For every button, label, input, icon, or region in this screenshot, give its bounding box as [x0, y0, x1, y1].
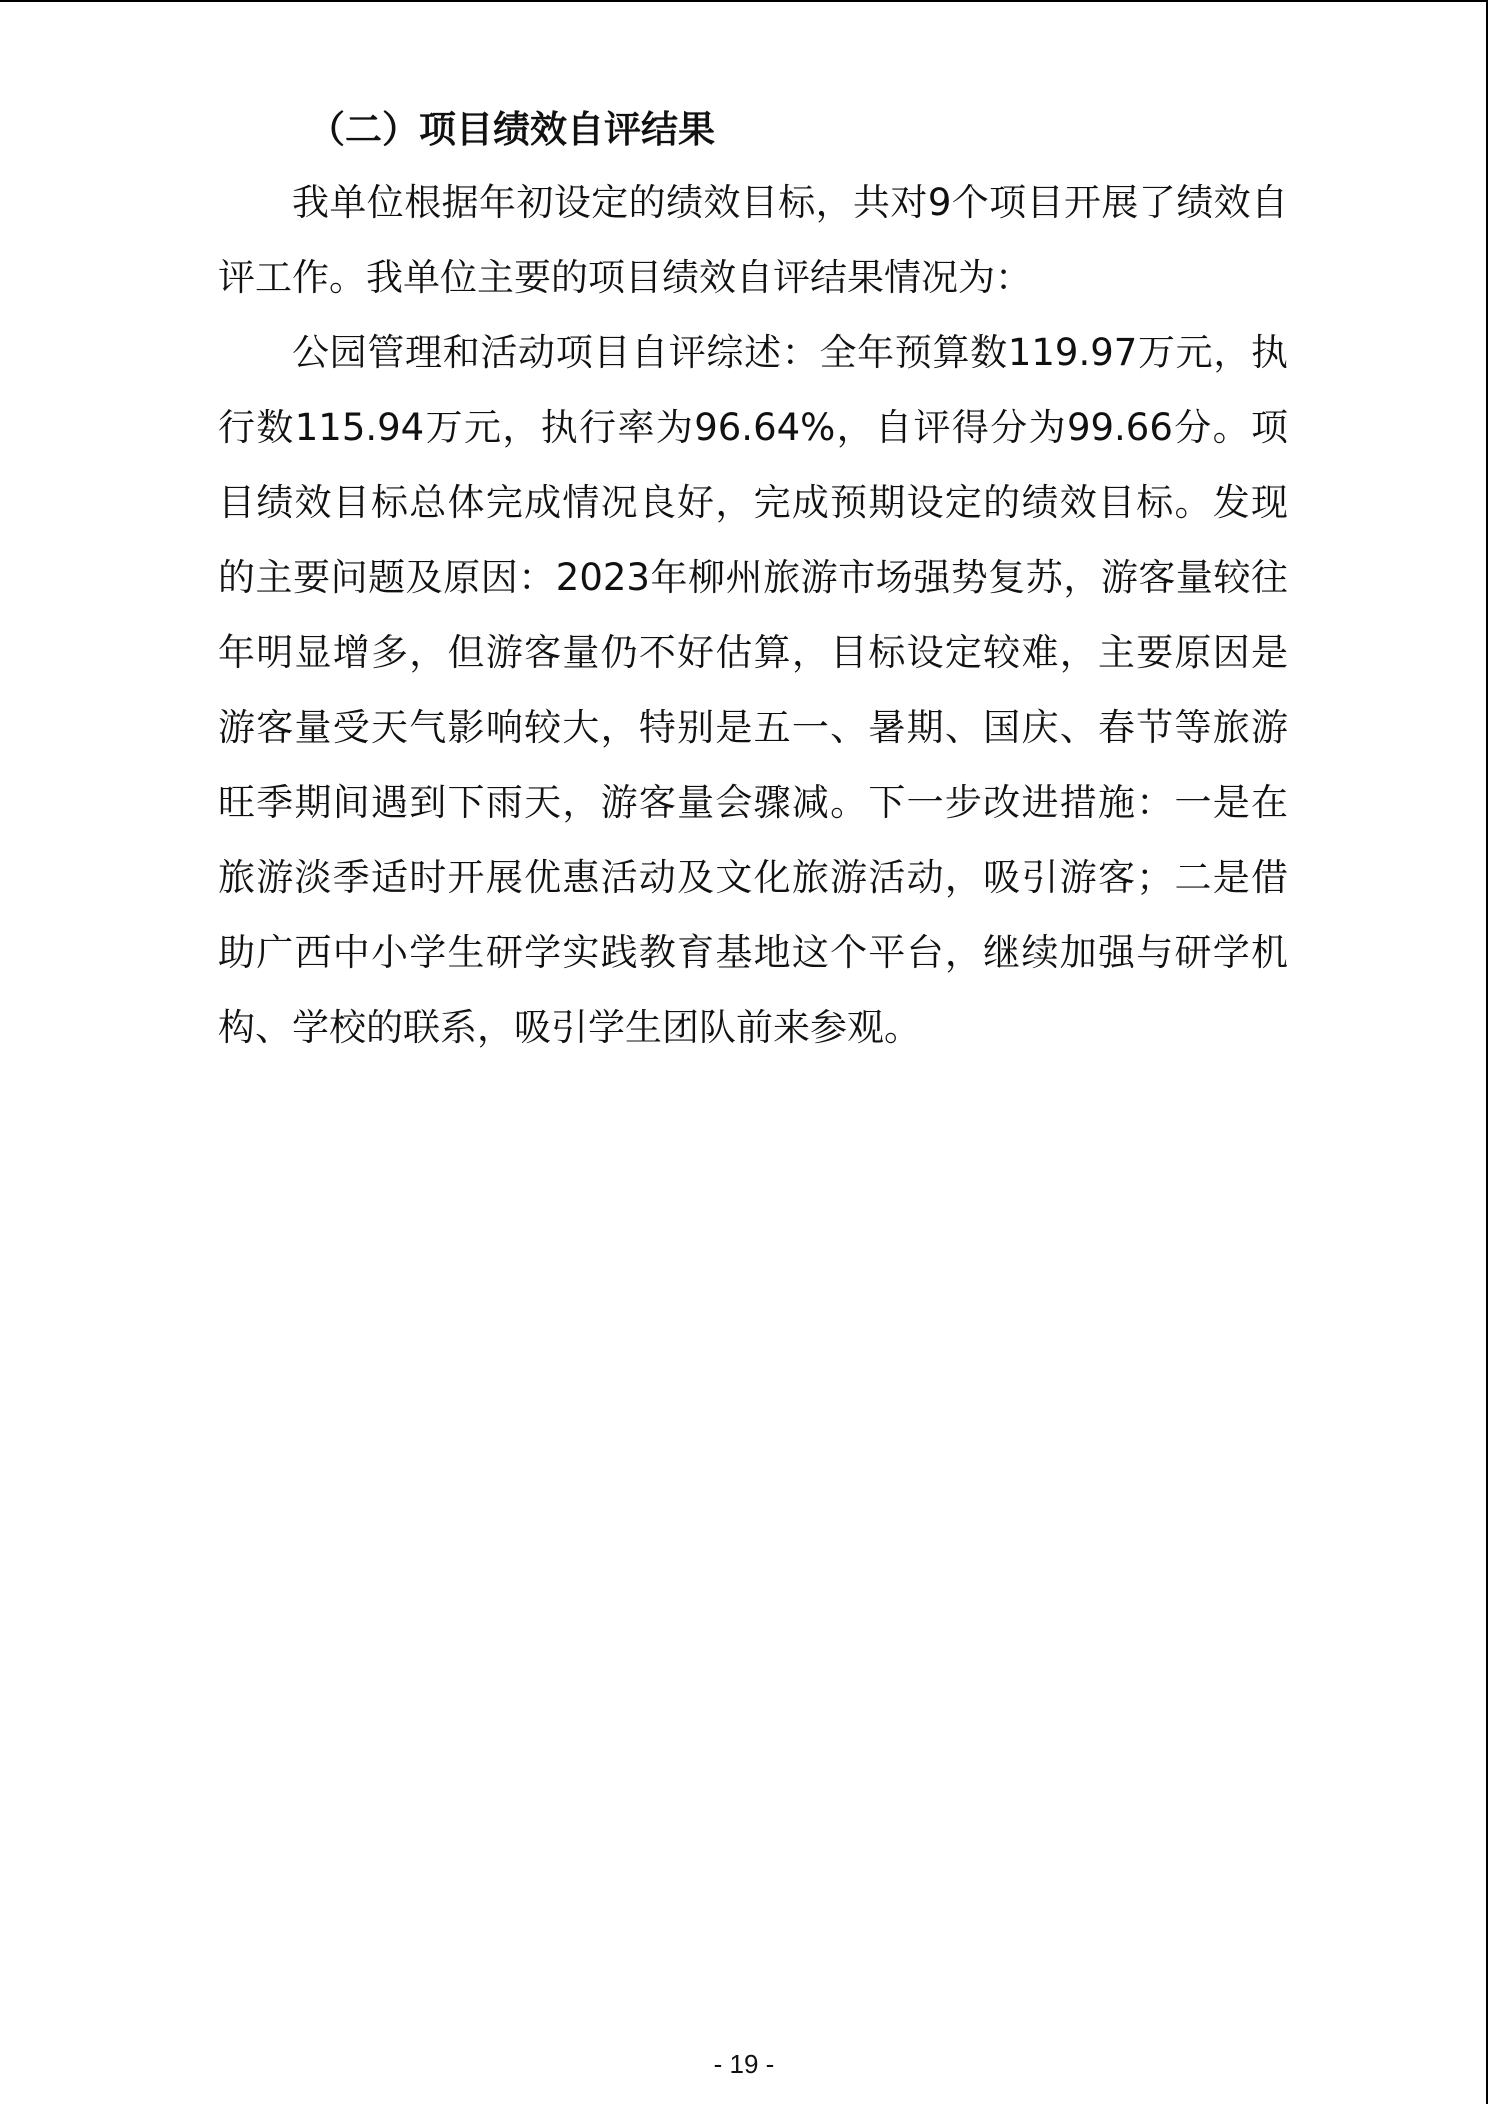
paragraph-intro: 我单位根据年初设定的绩效目标，共对9个项目开展了绩效自评工作。我单位主要的项目绩效自评结果情况为： — [218, 181, 1288, 299]
page-number: - 19 - — [713, 2049, 775, 2079]
section-heading: （二）项目绩效自评结果 — [308, 108, 715, 151]
page-top-border — [0, 0, 1488, 2]
document-body — [218, 95, 1288, 1065]
paragraph-park-project-summary: 公园管理和活动项目自评综述：全年预算数119.97万元，执行数115.94万元，执行率为96.64%，自评得分为99.66分。项目绩效目标总体完成情况良好，完成预期设定的绩效目标。发现的主要问题及原因：2023年柳州旅游市场强势复苏，游客量较往年明显增多，但游客量仍不好估算，目标设定较难，主要原因是游客量受天气影响较大，特别是五一、暑期、国庆、春节等旅游旺季期间遇到下雨天，游客量会骤减。下一步改进措施：一是在旅游淡季适时开展优惠活动及文化旅游活动，吸引游客；二是借助广西中小学生研学实践教育基地这个平台，继续加强与研学机构、学校的联系，吸引学生团队前来参观。 — [218, 331, 1288, 1049]
